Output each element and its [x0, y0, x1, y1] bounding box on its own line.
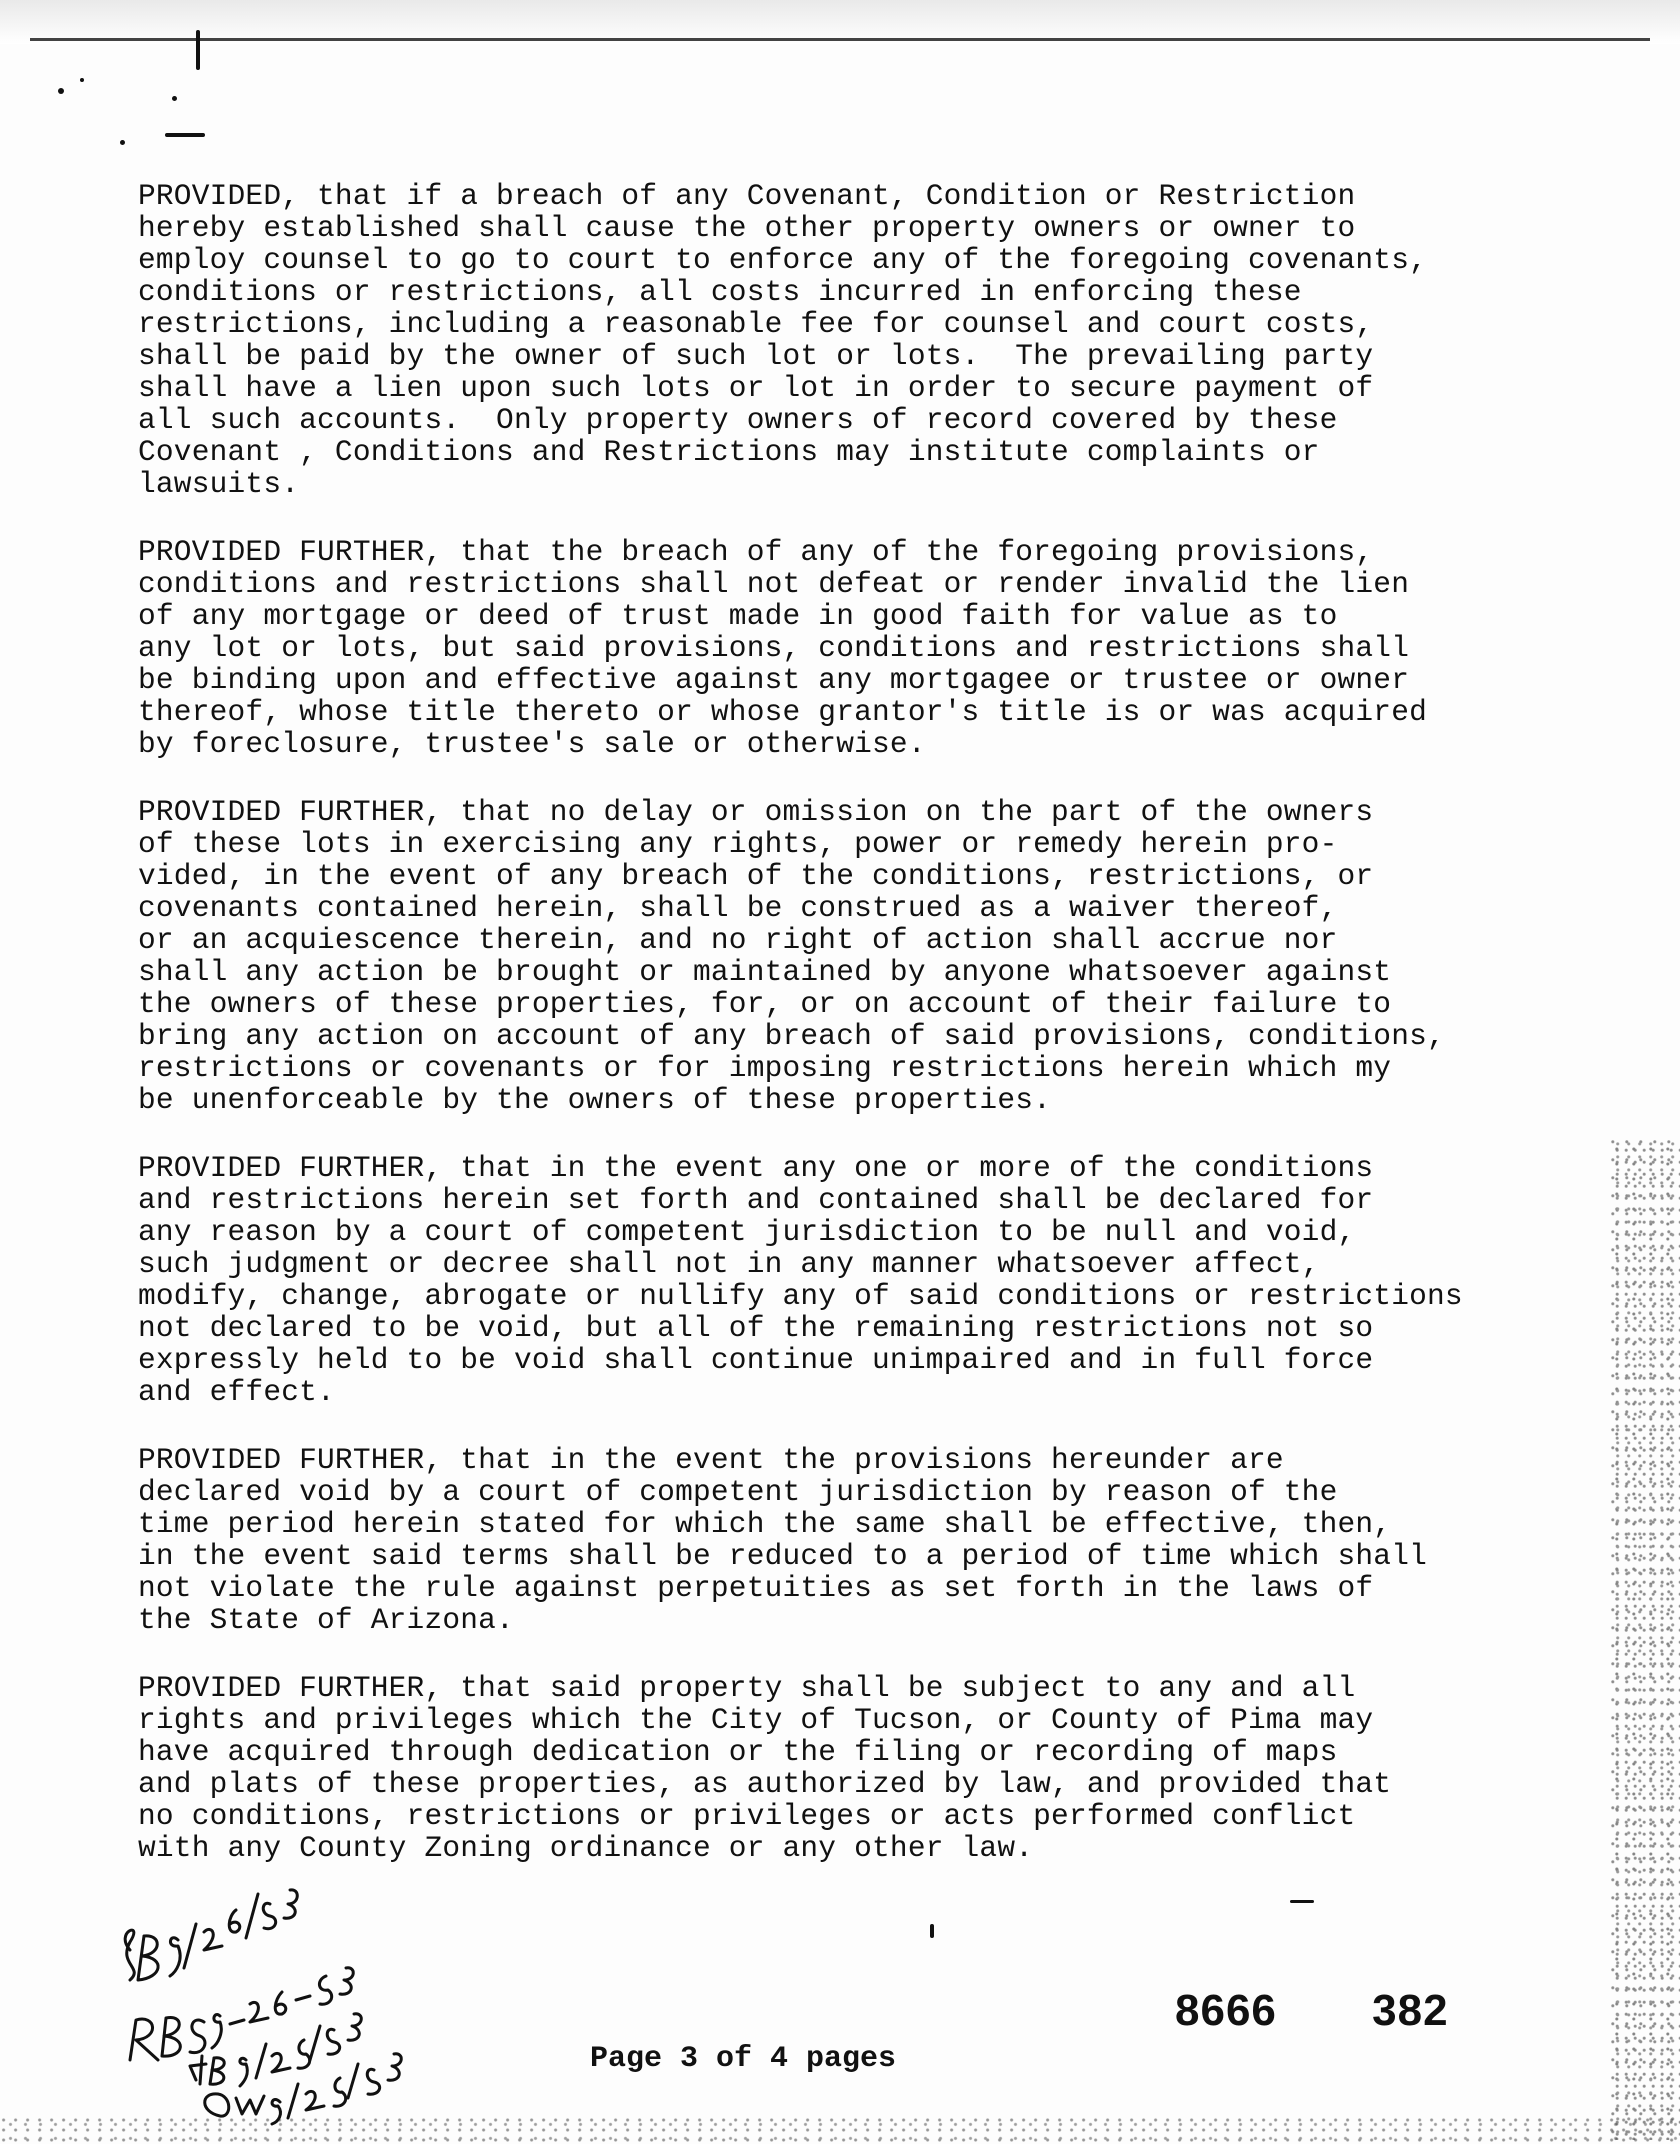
paragraph-line: restrictions or covenants or for imposing restrictions herein which my	[138, 1051, 1392, 1085]
paragraph-line: be unenforceable by the owners of these properties.	[138, 1083, 1052, 1117]
paragraph-line: conditions or restrictions, all costs incurred in enforcing these	[138, 275, 1302, 309]
paragraph-line: such judgment or decree shall not in any manner whatsoever affect,	[138, 1247, 1320, 1281]
provision-paragraph	[138, 1444, 1618, 1636]
paragraph-line: in the event said terms shall be reduced to a period of time which shall	[138, 1539, 1428, 1573]
paragraph-line: PROVIDED FURTHER, that the breach of any of the foregoing provisions,	[138, 535, 1374, 569]
paragraph-line: the State of Arizona.	[138, 1603, 514, 1637]
recording-page-number: 382	[1372, 1986, 1449, 2035]
paragraph-line: rights and privileges which the City of Tucson, or County of Pima may	[138, 1703, 1374, 1737]
page-count-footer: Page 3 of 4 pages	[590, 2042, 897, 2076]
paragraph-line: or an acquiescence therein, and no right of action shall accrue nor	[138, 923, 1338, 957]
scan-speck	[58, 88, 64, 94]
paragraph-line: PROVIDED, that if a breach of any Covenant, Condition or Restriction	[138, 179, 1356, 213]
paragraph-line: PROVIDED FURTHER, that said property shall be subject to any and all	[138, 1671, 1356, 1705]
paragraph-line: have acquired through dedication or the filing or recording of maps	[138, 1735, 1338, 1769]
paragraph-line: Covenant , Conditions and Restrictions may institute complaints or	[138, 435, 1320, 469]
provision-paragraph	[138, 796, 1618, 1116]
document-body	[138, 180, 1618, 1900]
scan-speck	[165, 133, 205, 137]
paragraph-line: time period herein stated for which the same shall be effective, then,	[138, 1507, 1392, 1541]
scan-speck	[80, 78, 84, 82]
paragraph-line: by foreclosure, trustee's sale or otherwise.	[138, 727, 926, 761]
scan-speck	[930, 1924, 934, 1938]
paragraph-line: vided, in the event of any breach of the conditions, restrictions, or	[138, 859, 1374, 893]
scan-speck	[196, 30, 200, 70]
paragraph-line: expressly held to be void shall continue unimpaired and in full force	[138, 1343, 1374, 1377]
paragraph-line: hereby established shall cause the other property owners or owner to	[138, 211, 1356, 245]
recording-book-number: 8666	[1175, 1986, 1277, 2035]
scan-edge-noise	[1610, 1140, 1680, 2140]
provision-paragraph	[138, 536, 1618, 760]
paragraph-line: not declared to be void, but all of the remaining restrictions not so	[138, 1311, 1374, 1345]
paragraph-line: no conditions, restrictions or privileges or acts performed conflict	[138, 1799, 1356, 1833]
paragraph-line: conditions and restrictions shall not defeat or render invalid the lien	[138, 567, 1410, 601]
recording-reference	[1175, 1986, 1449, 2036]
provision-paragraph	[138, 1152, 1618, 1408]
paragraph-line: thereof, whose title thereto or whose grantor's title is or was acquired	[138, 695, 1428, 729]
paragraph-line: employ counsel to go to court to enforce any of the foregoing covenants,	[138, 243, 1428, 277]
paragraph-line: and restrictions herein set forth and contained shall be declared for	[138, 1183, 1374, 1217]
paragraph-line: any lot or lots, but said provisions, conditions and restrictions shall	[138, 631, 1410, 665]
paragraph-line: restrictions, including a reasonable fee for counsel and court costs,	[138, 307, 1374, 341]
paragraph-line: shall be paid by the owner of such lot or lots. The prevailing party	[138, 339, 1374, 373]
paragraph-line: not violate the rule against perpetuities as set forth in the laws of	[138, 1571, 1374, 1605]
paragraph-line: PROVIDED FURTHER, that no delay or omission on the part of the owners	[138, 795, 1374, 829]
handwritten-initials	[100, 1880, 500, 2130]
paragraph-line: covenants contained herein, shall be construed as a waiver thereof,	[138, 891, 1338, 925]
provision-paragraph	[138, 1672, 1618, 1864]
paragraph-line: shall have a lien upon such lots or lot in order to secure payment of	[138, 371, 1374, 405]
paragraph-line: declared void by a court of competent jurisdiction by reason of the	[138, 1475, 1338, 1509]
paragraph-line: PROVIDED FURTHER, that in the event the provisions hereunder are	[138, 1443, 1284, 1477]
paragraph-line: and effect.	[138, 1375, 335, 1409]
paragraph-line: PROVIDED FURTHER, that in the event any one or more of the conditions	[138, 1151, 1374, 1185]
scan-speck	[172, 96, 177, 101]
paragraph-line: shall any action be brought or maintained by anyone whatsoever against	[138, 955, 1392, 989]
paragraph-line: and plats of these properties, as authorized by law, and provided that	[138, 1767, 1392, 1801]
paragraph-line: be binding upon and effective against any mortgagee or trustee or owner	[138, 663, 1410, 697]
provision-paragraph	[138, 180, 1618, 500]
paragraph-line: any reason by a court of competent jurisdiction to be null and void,	[138, 1215, 1356, 1249]
paragraph-line: the owners of these properties, for, or on account of their failure to	[138, 987, 1392, 1021]
scan-speck	[1290, 1900, 1314, 1903]
paragraph-line: with any County Zoning ordinance or any other law.	[138, 1831, 1034, 1865]
scan-speck	[120, 140, 125, 145]
paragraph-line: of these lots in exercising any rights, power or remedy herein pro-	[138, 827, 1338, 861]
paragraph-line: modify, change, abrogate or nullify any of said conditions or restrictions	[138, 1279, 1463, 1313]
paragraph-line: bring any action on account of any breach of said provisions, conditions,	[138, 1019, 1445, 1053]
paragraph-line: all such accounts. Only property owners of record covered by these	[138, 403, 1338, 437]
scan-top-rule	[30, 38, 1650, 41]
paragraph-line: of any mortgage or deed of trust made in good faith for value as to	[138, 599, 1338, 633]
paragraph-line: lawsuits.	[138, 467, 300, 501]
